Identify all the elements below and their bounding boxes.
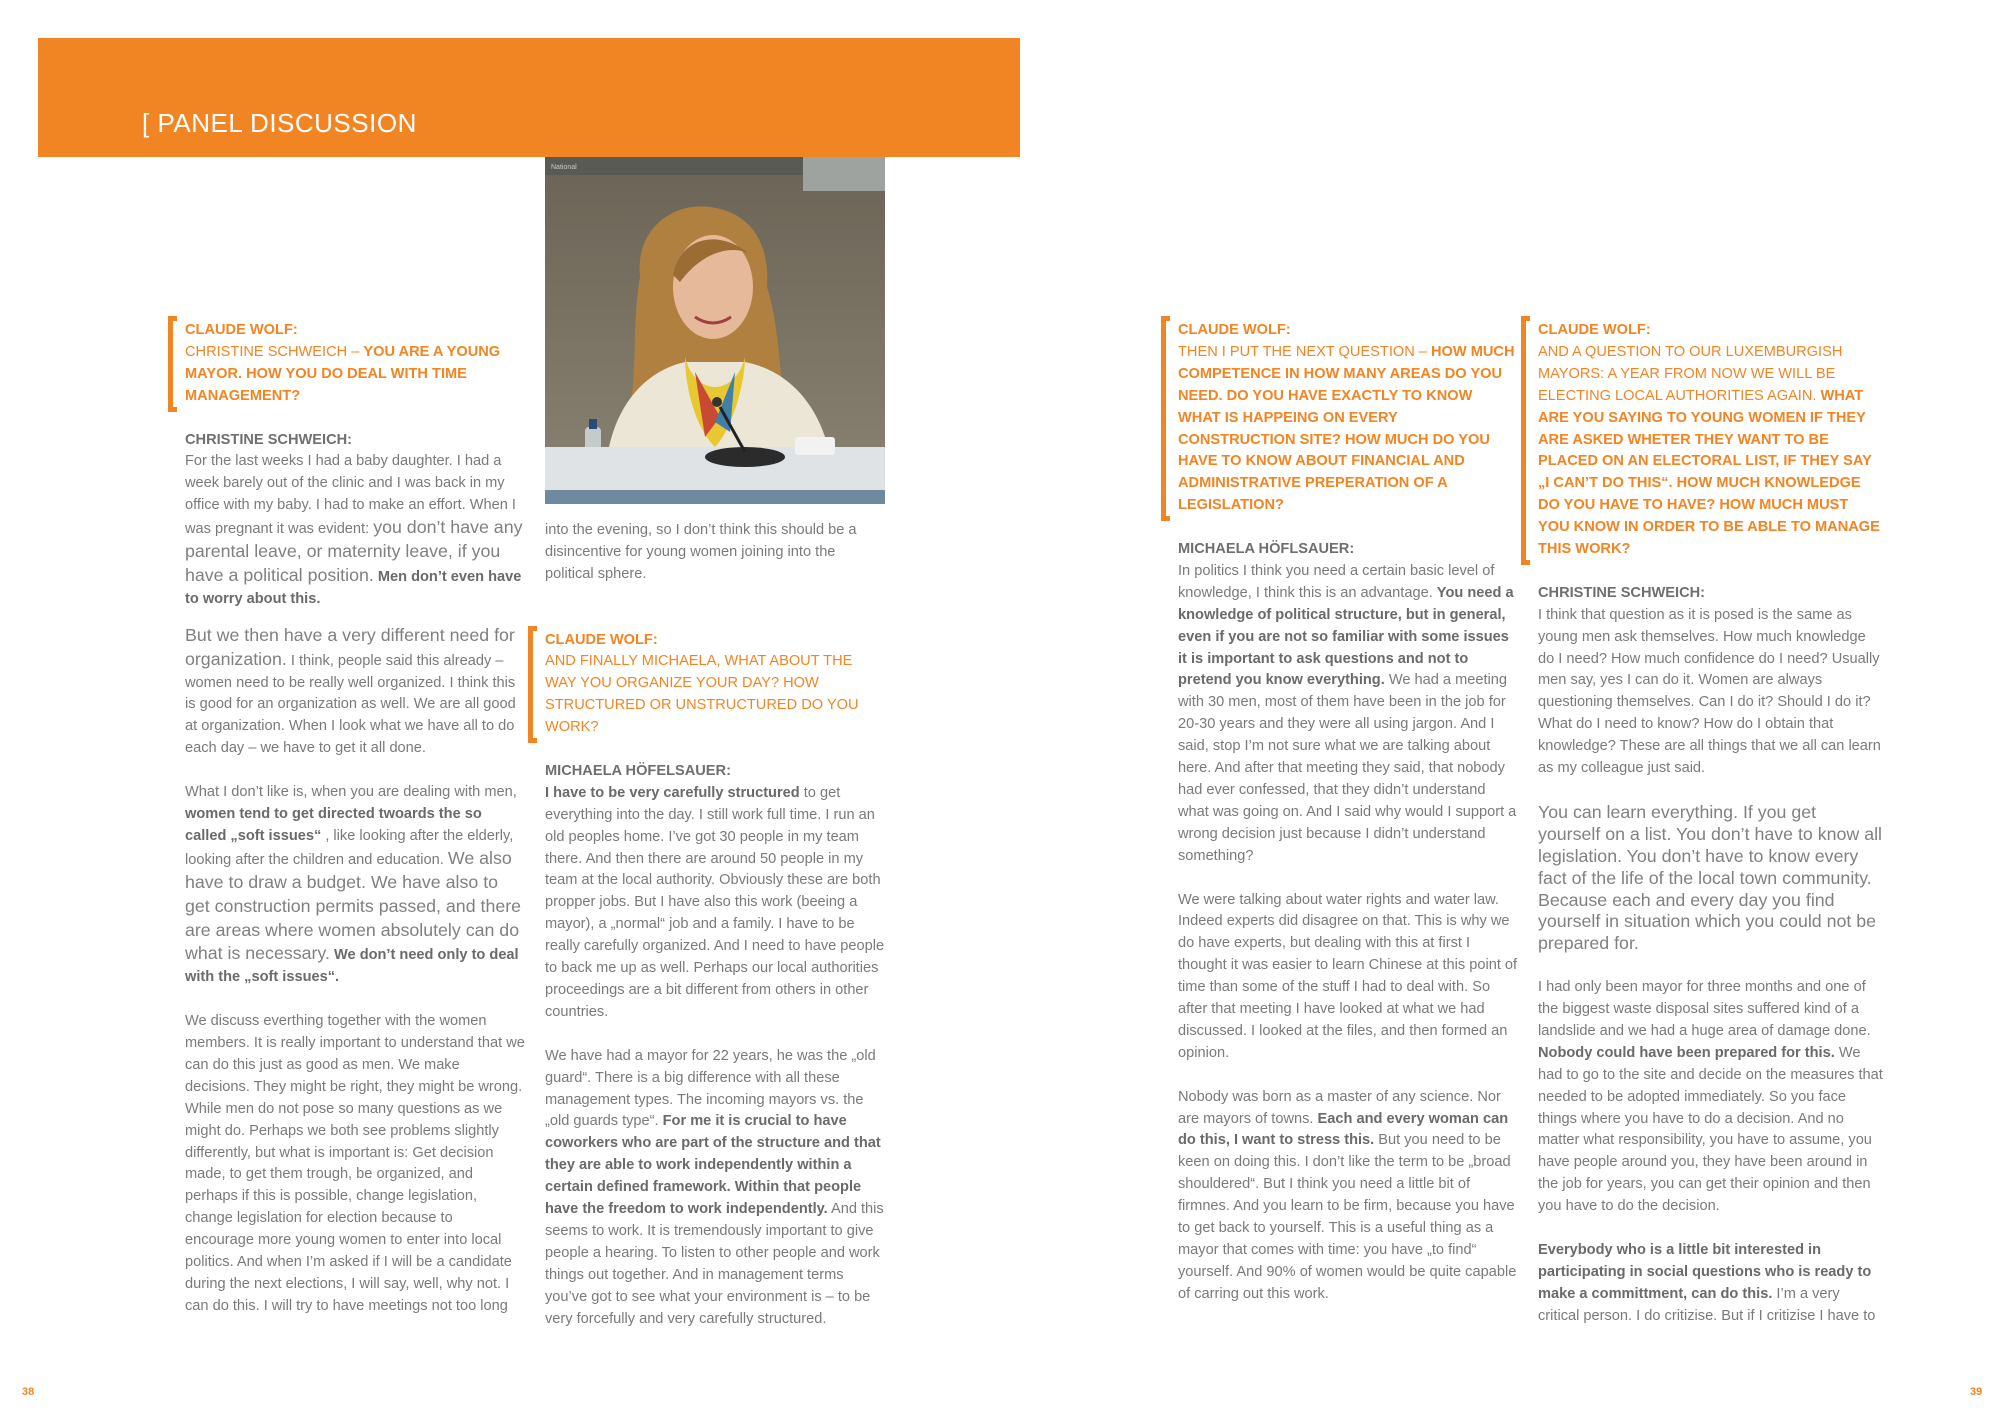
wall-text: National — [551, 164, 577, 171]
paragraph-text: What I don’t like is, when you are dealing with men, — [185, 784, 517, 801]
paragraph-text: And this seems to work. It is tremendously important to give people a hearing. To listen to other people and work things out together. And in management terms you’ve got to see what your environment is – to be very forcefully and very carefully structured. — [545, 1201, 884, 1327]
bold-text: Men don’t even have to worry about this. — [185, 568, 522, 607]
question-block — [1538, 320, 1883, 561]
bold-text: Everybody who is a little bit interested in participating in social questions who is ready to make a committment, can do this. — [1538, 1242, 1872, 1302]
highlight-text: you don’t have any parental leave, or maternity leave, if you have a political position. — [185, 517, 523, 585]
orange-bracket — [528, 626, 537, 744]
question-lead: THEN I PUT THE NEXT QUESTION – — [1178, 343, 1432, 360]
question-block — [545, 630, 885, 740]
column-4 — [1538, 320, 1883, 1328]
question-block — [1178, 320, 1518, 517]
paragraph-text: We were talking about water rights and water law. Indeed experts did disagree on that. This is why we do have experts, but dealing with this at first I thought it was easier to learn Chinese at this point of time than some of the stuff I had to deal with. So after that meeting I have looked at what we had discussed. I looked at the files, and then formed an opinion. — [1178, 891, 1518, 1061]
question-speaker: CLAUDE WOLF: — [1538, 322, 1651, 338]
bold-text: You need a knowledge of political structure, but in general, even if you are not so familiar with some issues it is important to ask questions and not to pretend you know everything. — [1178, 584, 1514, 689]
column-3 — [1178, 320, 1518, 1306]
paragraph-text: I think that question as it is posed is the same as young men ask themselves. How much knowledge do I need? How much confidence do I need? Usually men say, yes I can do it. Women are always questioning themselves. Can I do it? Should I do it? What do I need to know? How do I obtain that knowledge? These are all things that we all can learn as my colleague just said. — [1538, 606, 1881, 777]
highlight-text: You can learn everything. If you get yourself on a list. You don’t have to know all legislation. You don’t have to know every fact of the life of the local town community. Because each and every day you find yourself in situation which you could not be prepared for. — [1538, 801, 1882, 954]
paragraph-text: In politics I think you need a certain basic level of knowledge, I think this is an advantage. — [1178, 562, 1495, 601]
paragraph-text: Nobody was born as a master of any science. Nor are mayors of towns. — [1178, 1088, 1501, 1127]
paragraph-text: into the evening, so I don’t think this should be a disincentive for young women joining into the political sphere. — [545, 522, 857, 582]
paragraph-text: I’m a very critical person. I do critizise. But if I critizise I have to — [1538, 1285, 1876, 1324]
paragraph-text: I had only been mayor for three months and one of the biggest waste disposal sites suffered kind of a landslide and we had a huge area of damage done. — [1538, 979, 1871, 1039]
column-1 — [185, 320, 525, 1318]
highlight-text: But we then have a very different need for organization. — [185, 624, 515, 669]
question-lead: AND A QUESTION TO OUR LUXEMBURGISH MAYORS: A YEAR FROM NOW WE WILL BE ELECTING LOCAL AUTHORITIES AGAIN. — [1538, 343, 1843, 404]
paragraph-text: to get everything into the day. I still work full time. I run an old peoples home. I’ve got 30 people in my team there. And then there are around 50 people in my team at the local authority. Obviously these are both propper jobs. But I have also this work (beeing a mayor), a „normal“ job and a family. I have to be really carefully organized. And I need to have people to back me up as well. Perhaps our local authorities proceedings are a bit different from others in other countries. — [545, 784, 885, 1020]
orange-bracket — [168, 316, 177, 412]
orange-bracket — [1521, 316, 1530, 565]
highlight-text: We also have to draw a budget. We have also to get construction permits passed, and there are areas where women absolutely can do what is necessary. — [185, 847, 522, 964]
paragraph-text: , like looking after the elderly, looking after the children and education. — [185, 827, 514, 868]
answer-speaker: CHRISTINE SCHWEICH: — [1538, 584, 1706, 601]
question-text: WHAT ARE YOU SAYING TO YOUNG WOMEN IF THEY ARE ASKED WHETER THEY WANT TO BE PLACED ON AN ELECTORAL LIST, IF THEY SAY „I CAN’T DO THIS“. HOW MUCH KNOWLEDGE DO YOU HAVE TO HAVE? HOW MUCH MUST YOU KNOW IN ORDER TO BE ABLE TO MANAGE THIS WORK? — [1538, 387, 1880, 558]
header-banner — [38, 38, 1020, 157]
page-number-right: 39 — [1970, 1386, 1983, 1398]
bold-text: Each and every woman can do this, I want to stress this. — [1178, 1110, 1509, 1149]
paragraph-text: I think, people said this already – women need to be really well organized. I think this is good for an organization as well. We are all good at organization. When I look what we have all to do each day – we have to get it all done. — [185, 652, 516, 757]
question-text: YOU ARE A YOUNG MAYOR. HOW YOU DO DEAL WITH TIME MANAGEMENT? — [185, 343, 501, 404]
answer-speaker: CHRISTINE SCHWEICH: — [185, 431, 353, 448]
speaker-photo — [545, 157, 885, 504]
question-block — [185, 320, 525, 408]
page-number-left: 38 — [22, 1386, 35, 1398]
column-2 — [545, 520, 885, 1330]
bold-text: women tend to get directed twoards the so called „soft issues“ — [185, 806, 482, 844]
paragraph-text: We have had a mayor for 22 years, he was the „old guard“. There is a big difference with all these management types. The incoming mayors vs. the „old guards type“. — [545, 1047, 876, 1130]
bold-text: I have to be very carefully structured — [545, 784, 800, 801]
speaker-photo-icon — [545, 157, 885, 504]
paragraph-text: For the last weeks I had a baby daughter. I had a week barely out of the clinic and I was back in my office with my baby. I had to make an effort. When I was pregnant it was evident: — [185, 453, 516, 538]
page-title: [ PANEL DISCUSSION — [142, 108, 417, 138]
question-text: AND FINALLY MICHAELA, WHAT ABOUT THE WAY YOU ORGANIZE YOUR DAY? HOW STRUCTURED OR UNSTRUCTURED DO YOU WORK? — [545, 653, 859, 736]
paragraph-text: We discuss everthing together with the women members. It is really important to understand that we can do this just as good as men. We make decisions. They might be right, they might be wrong. While men do not pose so many questions as we might do. Perhaps we both see problems slightly differently, but what is important is: Get decision made, to get them trough, be organized, and perhaps if this is possible, change legislation, change legislation for election because to encourage more young women to enter into local politics. And when I’m asked if I will be a candidate during the next elections, I will say, well, why not. I can do this. I will try to have meetings not too long — [185, 1013, 525, 1314]
paragraph-text: But you need to be keen on doing this. I don’t like the term to be „broad shouldered“. But I think you need a little bit of firmnes. And you learn to be firm, because you have to get back to yourself. This is a useful thing as a mayor that comes with time: you have „to find“ yourself. And 90% of women would be quite capable of carring out this work. — [1178, 1132, 1517, 1302]
bold-text: We don’t need only to deal with the „soft issues“. — [185, 947, 519, 986]
bold-text: For me it is crucial to have coworkers who are part of the structure and that they are able to work independently within a certain defined framework. Within that people have the freedom to work independently. — [545, 1113, 881, 1218]
question-speaker: CLAUDE WOLF: — [545, 631, 658, 648]
answer-speaker: MICHAELA HÖFLSAUER: — [1178, 541, 1355, 558]
question-text: HOW MUCH COMPETENCE IN HOW MANY AREAS DO YOU NEED. DO YOU HAVE EXACTLY TO KNOW WHAT IS HAPPEING ON EVERY CONSTRUCTION SITE? HOW MUCH DO YOU HAVE TO KNOW ABOUT FINANCIAL AND ADMINISTRATIVE PREPERATION OF A LEGISLATION? — [1178, 343, 1515, 514]
question-speaker: CLAUDE WOLF: — [1178, 322, 1291, 338]
bold-text: Nobody could have been prepared for this. — [1538, 1044, 1835, 1061]
question-lead: CHRISTINE SCHWEICH – — [185, 343, 364, 360]
paragraph-text: We had to go to the site and decide on the measures that needed to be adopted immediately. So you face things where you have to do a decision. And no matter what responsibility, you have to assume, you have people around you, they have been around in the job for years, you can get their opinion and then you have to do the decision. — [1538, 1044, 1883, 1215]
question-speaker: CLAUDE WOLF: — [185, 322, 298, 338]
paragraph-text: We had a meeting with 30 men, most of them have been in the job for 20-30 years and they were all using jargon. And I said, stop I’m not sure what we are talking about here. And after that meeting they said, that nobody had ever confessed, that they didn’t understand what was going on. And I said why would I support a wrong decision just because I didn’t understand something? — [1178, 672, 1517, 864]
orange-bracket — [1161, 316, 1170, 521]
answer-speaker: MICHAELA HÖFELSAUER: — [545, 762, 731, 779]
